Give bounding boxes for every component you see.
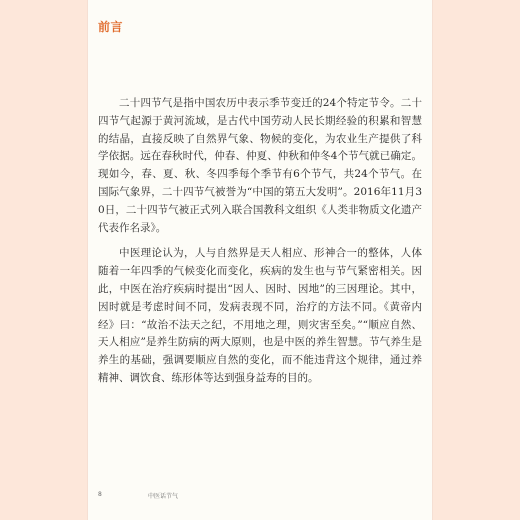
page-title: 前言	[98, 20, 124, 34]
running-footer-title: 中医话节气	[148, 493, 179, 500]
page-number: 8	[98, 491, 102, 498]
paragraph: 中医理论认为，人与自然界是天人相应、形神合一的整体，人体随着一年四季的气候变化而变化，疾病的发生也与节气紧密相关。因此，中医在治疗疾病时提出“因人、因时、因地”的三因理论。其中，因时就是考虑时间不同，发病表现不同，治疗的方法不同。《黄帝内经》曰：“故治不法天之纪，不用地之理，则灾害至矣。”“顺应自然、天人相应”是养生防病的两大原则，也是中医的养生智慧。节气养生是养生的基础，强调要顺应自然的变化，而不能违背这个规律，通过养精神、调饮食、练形体等达到强身益寿的目的。	[98, 247, 422, 384]
book-page	[88, 0, 432, 520]
body-text	[98, 95, 422, 396]
paragraph: 二十四节气是指中国农历中表示季节变迁的24个特定节令。二十四节气起源于黄河流域，是古代中国劳动人民长期经验的积累和智慧的结晶，直接反映了自然界气象、物候的变化，为农业生产提供了科学依据。远在春秋时代，仲春、仲夏、仲秋和仲冬4个节气就已确定。现如今，春、夏、秋、冬四季每个季节有6个节气，共24个节气。在国际气象界，二十四节气被誉为“中国的第五大发明”。2016年11月30日，二十四节气被正式列入联合国教科文组织《人类非物质文化遗产代表作名录》。	[98, 97, 422, 234]
